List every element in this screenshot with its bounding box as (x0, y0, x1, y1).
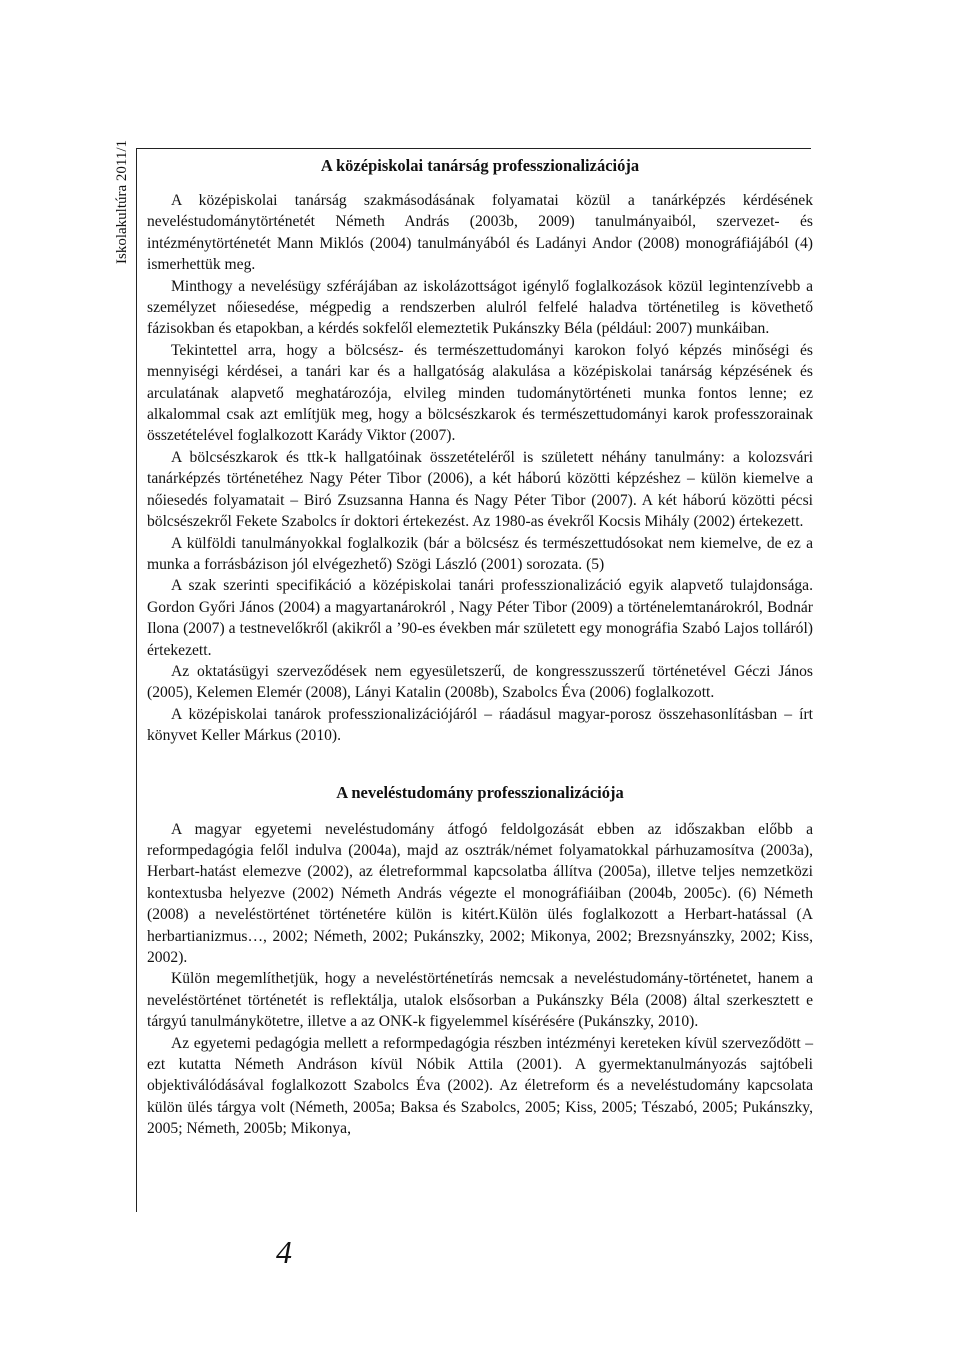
paragraph: Az oktatásügyi szerveződések nem egyesületszerű, de kongresszusszerű történetével Géczi János (2005), Kelemen Elemér (2008), Lányi Katalin (2008b), Szabolcs Éva (2006) foglalkozott. (147, 662, 813, 702)
page-number: 4 (276, 1234, 292, 1270)
paragraph: A középiskolai tanárok professzionalizációjáról – ráadásul magyar-porosz összehasonlításban – írt könyvet Keller Márkus (2010). (147, 705, 813, 745)
paragraph: Tekintettel arra, hogy a bölcsész- és természettudományi karokon folyó képzés minőségi és mennyiségi kérdései, a tanári kar és a hallgatóság alakulása a középiskolai tanárság képzésének és arculatának alapvető meghatározója, elvileg minden tudománytörténeti munka fontos lenne; ez alkalommal csak azt említjük meg, hogy a bölcsészkarok és természettudományi karok professzorainak összetételével foglalkozott Karády Viktor (2007). (147, 341, 813, 445)
margin-rule-vertical (136, 148, 137, 1212)
paragraph: A külföldi tanulmányokkal foglalkozik (bár a bölcsész és természettudósokat nem kiemelve, de ez a munka a forrásbázison jól elvégezhető) Szögi László (2001) sorozata. (5) (147, 534, 813, 573)
paragraph: Külön megemlíthetjük, hogy a neveléstörténetírás nemcsak a neveléstudomány-történetet, hanem a neveléstörténet történetét is reflektálja, utalok elsősorban a Pukánszky Béla (2008) által szerkesztett e tárgyú tanulmánykötetre, illetve a az ONK-k figyelemmel kísérésére (Pukánszky, 2010). (147, 970, 813, 1031)
section-title-secondary-teachers: A középiskolai tanárság professzionalizációja (320, 156, 640, 175)
header-rule (136, 148, 811, 149)
running-head: Iskolakultúra 2011/1 (114, 140, 130, 265)
article-body (147, 154, 813, 1140)
paragraph: A magyar egyetemi neveléstudomány átfogó feldolgozását ebben az időszakban előbb a reformpedagógia felől indulva (2004a), majd az osztrák/német folyamatokkal párhuzamosítva (2003a), Herbart-hatást elemezve (2002), az életreformmal kapcsolatba állítva (2005a), illetve teljes nemzetközi kontextusba helyezve (2002) Németh András végezte el monográfiáiban (2004b, 2005c). (6) Németh (2008) a neveléstörténet történetére külön is kitért.Külön ülés foglalkozott a Herbart-hatással (A herbartianizmus…, 2002; Németh, 2002; Pukánszky, 2002; Mikonya, 2002; Brezsnyánszky, 2002; Kiss, 2002). (147, 820, 813, 966)
paragraph: Minthogy a nevelésügy szférájában az iskolázottságot igénylő foglalkozások közül legintenzívebb a személyzet nőiesedése, mégpedig a rendszerben alulról felfelé haladva történetileg is követhető fázisokban és etapokban, a kérdés sokfelől elemeztetik Pukánszky Béla (például: 2007) munkáiban. (147, 277, 813, 338)
section-title-educational-science: A neveléstudomány professzionalizációja (336, 782, 624, 802)
paragraph: A középiskolai tanárság szakmásodásának folyamatai közül a tanárképzés kérdésének neveléstudománytörténetét Németh András (2003b, 2009) tanulmányaiból, szervezet- és intézménytörténetét Mann Miklós (2004) tanulmányából és Ladányi Andor (2008) monográfiájából (4) ismerhettük meg. (147, 192, 813, 274)
paragraph: Az egyetemi pedagógia mellett a reformpedagógia részben intézményi kereteken kívül szerveződött – ezt kutatta Németh Andráson kívül Nóbik Attila (2001). A gyermektanulmányozás sajtóbeli objektiválódásával foglalkozott Szabolcs Éva (2002). Az életreform és a neveléstudomány kapcsolata külön ülés tárgya volt (Németh, 2005a; Baksa és Szabolcs, 2005; Kiss, 2005; Tészabó, 2005; Pukánszky, 2005; Németh, 2005b; Mikonya, (147, 1034, 813, 1138)
paragraph: A bölcsészkarok és ttk-k hallgatóinak összetételéről is született néhány tanulmány: a kolozsvári tanárképzés történetéhez Nagy Péter Tibor (2006), a két háború közötti képzéshez – külön kiemelve a nőiesedés folyamatait – Biró Zsuzsanna Hanna és Nagy Péter Tibor (2007). A két háború közötti pécsi bölcsészekről Fekete Szabolcs ír doktori értekezést. Az 1980-as évekről Kocsis Mihály (2002) értekezett. (147, 448, 813, 531)
paragraph: A szak szerinti specifikáció a középiskolai tanári professzionalizáció egyik alapvető tulajdonsága. Gordon Győri János (2004) a magyartanárokról , Nagy Péter Tibor (2009) a történelemtanárokról, Bodnár Ilona (2007) a testnevelőkről (akikről a ’90-es években már született egy monográfia Szabó Lajos tolláról) értekezett. (147, 577, 813, 659)
